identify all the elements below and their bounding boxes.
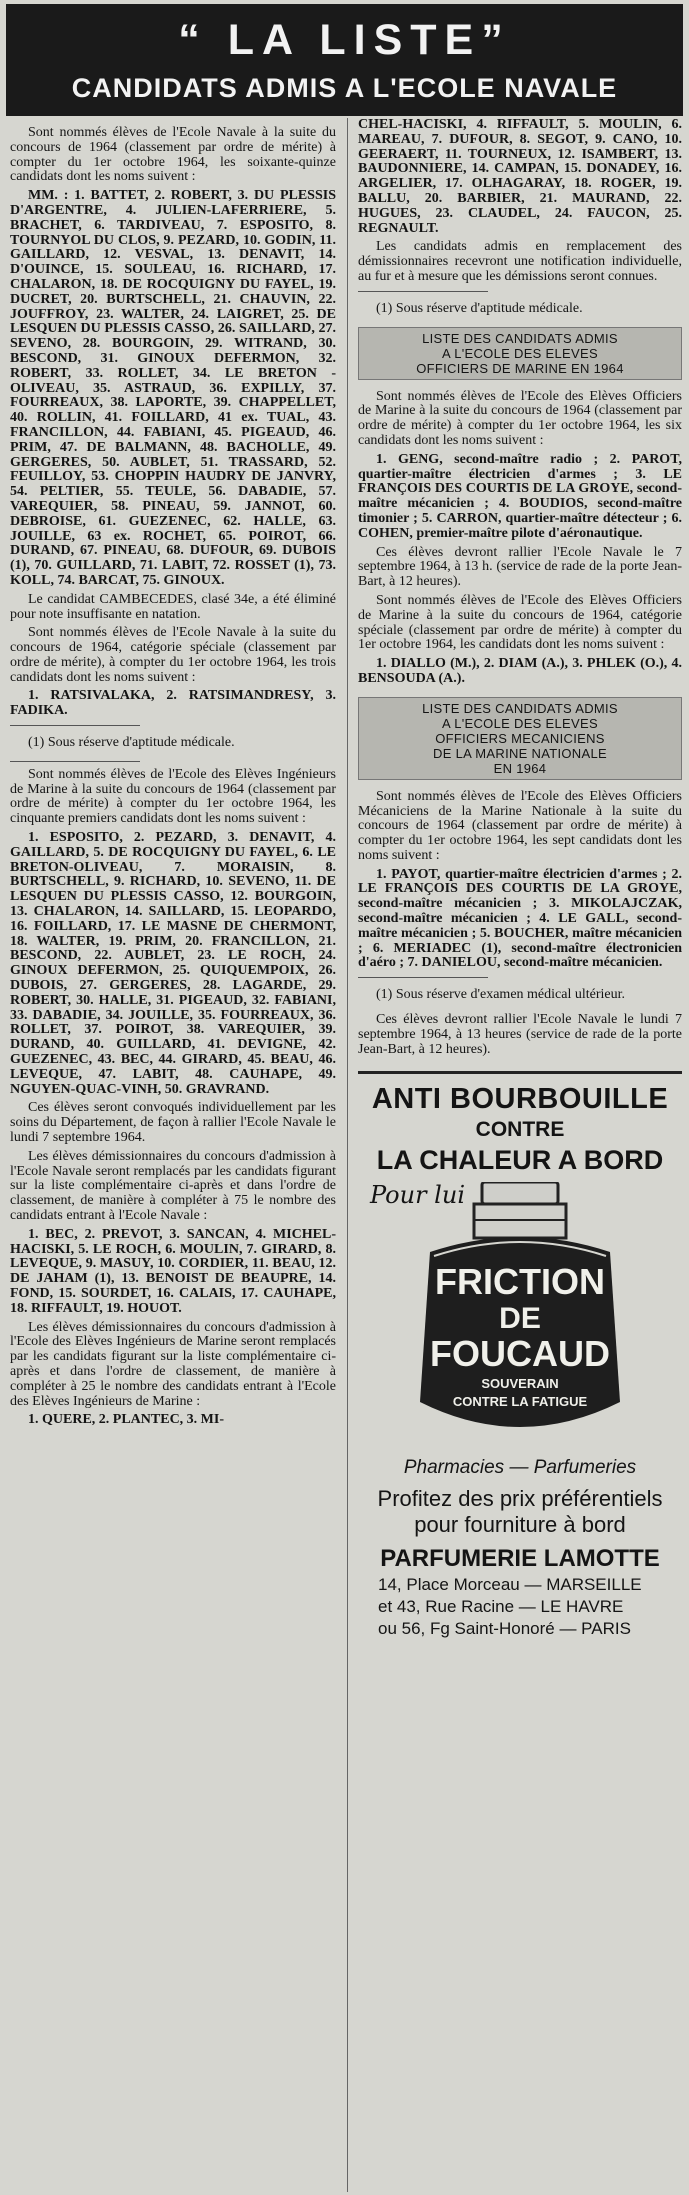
navale-intro: Sont nommés élèves de l'Ecole Navale à la suite du concours de 1964 (classement par ordre de mérite) à compter du 1er octobre 1964, les soixante-quinze candidats dont les noms suivent : [10,126,336,185]
mecaniciens-intro: Sont nommés élèves de l'Ecole des Elèves Officiers Mécaniciens de la Marine Nationale à la suite du concours de 1964 (classement par ordre de mérite) à compter du 1er octobre 1964, les sept candidats dont les noms suivent : [358,788,682,863]
special-list: 1. RATSIVALAKA, 2. RATSIMANDRESY, 3. FADIKA. [10,688,336,719]
mecaniciens-rally: Ces élèves devront rallier l'Ecole Navale le lundi 7 septembre 1964, à 13 heures (service de rade de la porte Jean-Bart, à 12 heures). [358,1012,682,1057]
section-heading-officiers: LISTE DES CANDIDATS ADMIS A L'ECOLE DES ELEVES OFFICIERS DE MARINE EN 1964 [358,327,682,380]
ingenieurs-list: 1. ESPOSITO, 2. PEZARD, 3. DENAVIT, 4. GAILLARD, 5. DE ROCQUIGNY DU FAYEL, 6. LE BRETON-OLIVEAU, 7. MORAISIN, 8. BURTSCHELL, 9. RICHARD, 10. SEVENO, 11. DE LESQUEN DU PLESSIS CASSO, 12. BOURGOIN, 13. CHALARON, 14. SAILLARD, 15. LEOPARDO, 16. FOILLARD, 17. LE MASNE DE CHERMONT, 18. WALTER, 19. PRIM, 20. FRANCILLON, 21. BESCOND, 22. AUBLET, 23. LE ROCH, 24. GINOUX DEFERMON, 25. QUIQUEMPOIX, 26. DUBOIS, 27. GERGERES, 28. LAGARDE, 29. ROBERT, 30. HALLE, 31. PIGEAUD, 32. FABIANI, 33. DABADIE, 34. JOUILLE, 35. FOURREAUX, 36. ROLLET, 37. POIROT, 38. VAREQUIER, 39. DURAND, 40. GUILLARD, 41. DEVIGNE, 42. GUEZENEC, 43. BEC, 44. GIRARD, 45. BEAU, 46. LEVEQUE, 47. LABIT, 48. CAUHAPE, 49. NGUYEN-QUAC-VINH, 50. GRAVRAND. [10,830,336,1097]
cambecedes-note: Le candidat CAMBECEDES, clasé 34e, a été éliminé pour note insuffisante en natation. [10,591,336,622]
footnote: (1) Sous réserve d'aptitude médicale. [28,735,235,751]
replacement-notice: Les candidats admis en remplacement des démissionnaires recevront une notification individuelle, au fur et à mesure que les démissions seront connues. [358,239,682,284]
divider [10,761,140,762]
divider [358,977,488,978]
logo-souverain-text: SOUVERAIN [481,1376,559,1392]
advertisement [358,1071,682,1640]
ad-pharmacies: Pharmacies — Parfumeries [403,1457,637,1479]
convocation-text: Ces élèves seront convoqués individuellement par les soins du Département, de façon à rallier l'Ecole Navale le lundi 7 septembre 1964. [10,1100,336,1145]
logo-fatigue-text: CONTRE LA FATIGUE [452,1394,588,1410]
logo-de-text: DE [499,1302,541,1336]
mecaniciens-list: 1. PAYOT, quartier-maître électricien d'armes ; 2. LE FRANÇOIS DES COURTIS DE LA GROYE, second-maître mécanicien ; 3. MIKOLAJCZAK, second-maître mécanicien ; 4. LE GALL, second-maître mécanicien ; 5. BOUCHER, maître mécanicien ; 6. MERIADEC (1), second-maître électronicien d'aéro ; 7. DANIELOU, second-maître mécanicien. [358,866,682,971]
ingenieurs-replacement-list: 1. QUERE, 2. PLANTEC, 3. MI- [28,1412,225,1428]
right-column [358,118,682,2192]
navale-replacement-intro: Les élèves démissionnaires du concours d'admission à l'Ecole Navale seront remplacés par les candidats figurant sur la liste complémentaire ci-après et dans l'ordre de classement, de manière à compléter à 75 le nombre des candidats entrant à l'Ecole Navale : [10,1148,336,1223]
divider [10,725,140,726]
officiers-list: 1. GENG, second-maître radio ; 2. PAROT, quartier-maître électricien d'armes ; 3. LE FRANÇOIS DES COURTIS DE LA GROYE, second-maître mécanicien ; 4. BOUDIOS, second-maître timonier ; 5. CARRON, quartier-maître détecteur ; 6. COHEN, premier-maître pilote d'aéronautique. [358,451,682,541]
footnote: (1) Sous réserve d'aptitude médicale. [376,300,583,316]
logo-friction-text: FRICTION [435,1261,605,1303]
officiers-intro: Sont nommés élèves de l'Ecole des Elèves Officiers de Marine à la suite du concours de 1964 (classement par ordre de mérite) à compter du 1er octobre 1964, les six candidats dont les noms suivent : [358,388,682,448]
page-subtitle: CANDIDATS ADMIS A L'ECOLE NAVALE [71,73,618,103]
navale-replacement-list: 1. BEC, 2. PREVOT, 3. SANCAN, 4. MICHEL-HACISKI, 5. LE ROCH, 6. MOULIN, 7. GIRARD, 8. LEVEQUE, 9. MASUY, 10. CORDIER, 11. BEAU, 12. DE JAHAM (1), 13. BENOIST DE BEAUPRE, 14. FOND, 15. SOURDET, 16. CALAIS, 17. CAUHAPE, 18. RIFFAULT, 19. HOUOT. [10,1226,336,1316]
logo-foucaud-text: FOUCAUD [430,1333,610,1375]
ad-address-marseille: 14, Place Morceau — MARSEILLE [378,1575,642,1595]
footnote: (1) Sous réserve d'examen médical ultérieur. [376,987,625,1003]
section-heading-mecaniciens: LISTE DES CANDIDATS ADMIS A L'ECOLE DES ELEVES OFFICIERS MECANICIENS DE LA MARINE NATIONALE EN 1964 [358,697,682,780]
ad-address-paris: ou 56, Fg Saint-Honoré — PARIS [378,1619,631,1639]
ad-headline: ANTI BOURBOUILLE [371,1083,669,1116]
divider [358,291,488,292]
navale-list: MM. : 1. BATTET, 2. ROBERT, 3. DU PLESSIS D'ARGENTRE, 4. JULIEN-LAFERRIERE, 5. BRACHET, 6. TARDIVEAU, 7. ESPOSITO, 8. TOURNYOL DU CLOS, 9. PEZARD, 10. GODIN, 11. GAILLARD, 12. VESVAL, 13. DENAVIT, 14. D'OUINCE, 15. SOULEAU, 16. RICHARD, 17. CHALARON, 18. DE ROCQUIGNY DU FAYEL, 19. DUCRET, 20. BURTSCHELL, 21. CHAUVIN, 22. JOUFFROY, 23. WALTER, 24. LAIGRET, 25. DE LESQUEN DU PLESSIS CASSO, 26. SAILLARD, 27. SEVENO, 28. BOURGOIN, 29. WITRAND, 30. BESCOND, 31. GINOUX DEFERMON, 32. ROBERT, 33. ROLLET, 34. LE BRETON - OLIVEAU, 35. ASTRAUD, 36. EXPILLY, 37. FOURREAUX, 38. LAPORTE, 39. CHAPPELLET, 40. ROLLIN, 41. FOILLARD, 41 ex. TUAL, 43. FRANCILLON, 44. FABIANI, 45. PIGEAUD, 46. PRIM, 47. DE BALMANN, 48. BACHOLLE, 49. GERGERES, 50. AUBLET, 51. TRASSARD, 52. FEUILLOY, 53. CHOPPIN HAUDRY DE JANVRY, 54. PELTIER, 55. TEULE, 56. DABADIE, 57. VAREQUIER, 58. PINEAU, 59. JANNOT, 60. DEBROISE, 61. GUEZENEC, 62. HALLE, 63. JOUILLE, 63 ex. ROCHET, 65. POIROT, 66. DURAND, 67. PINEAU, 68. DUFOUR, 69. DUBOIS (1), 70. GUILLARD, 71. LABIT, 72. ROSSET (1), 73. KOLL, 74. BARCAT, 75. GINOUX. [10,188,336,588]
ad-brand: PARFUMERIE LAMOTTE [380,1545,660,1573]
ingenieurs-replacement-list-cont: CHEL-HACISKI, 4. RIFFAULT, 5. MOULIN, 6. MAREAU, 7. DUFOUR, 8. SEGOT, 9. CANO, 10. GEERAERT, 11. TOURNEUX, 12. ISAMBERT, 13. BAUDONNIERE, 14. CAMPAN, 15. DONADEY, 16. ARGELIER, 17. OLHAGARAY, 18. ROGER, 19. BALLU, 20. BARBIER, 21. MAURAND, 22. HUGUES, 23. CLAUDEL, 24. FAUCON, 25. REGNAULT. [358,118,682,236]
header-banner [6,4,683,116]
left-column [10,126,336,2192]
special-intro: Sont nommés élèves de l'Ecole Navale à la suite du concours de 1964, catégorie spéciale (classement par ordre de mérite), à compter du 1er octobre 1964, les trois candidats dont les noms suivent : [10,625,336,685]
ad-contre: CONTRE [475,1118,565,1142]
friction-logo [370,1182,670,1452]
ad-pour-lui: Pour lui [370,1181,465,1210]
ingenieurs-intro: Sont nommés élèves de l'Ecole des Elèves Ingénieurs de Marine à la suite du concours de 1964 (classement par ordre de mérite) à compter du 1er octobre 1964, les cinquante premiers candidats dont les noms suivent : [10,766,336,827]
ad-address-le-havre: et 43, Rue Racine — LE HAVRE [378,1597,624,1617]
ingenieurs-replacement-intro: Les élèves démissionnaires du concours d'admission à l'Ecole des Elèves Ingénieurs de Marine seront remplacés par les candidats figurant sur la liste complémentaire ci-après et dans l'ordre de classement, de manière à compléter à 25 le nombre des candidats entrant à l'Ecole des Elèves Ingénieurs de Marine : [10,1319,336,1409]
bottle-logo-icon [370,1182,670,1452]
ad-subheadline: LA CHALEUR A BORD [376,1145,664,1176]
column-rule [347,118,348,2192]
ad-body: Profitez des prix préférentiels pour fourniture à bord [377,1486,663,1538]
officiers-special-list: 1. DIALLO (M.), 2. DIAM (A.), 3. PHLEK (O.), 4. BENSOUDA (A.). [358,656,682,686]
officiers-special-intro: Sont nommés élèves de l'Ecole des Elèves Officiers de Marine à la suite du concours de 1964, catégorie spéciale (classement par ordre de mérite) à compter du 1er octobre 1964, les candidats dont les noms suivent : [358,592,682,653]
page-title: “ LA LISTE” [178,16,511,64]
officiers-rally: Ces élèves devront rallier l'Ecole Navale le 7 septembre 1964, à 13 h. (service de rade de la porte Jean-Bart, à 12 heures). [358,544,682,590]
